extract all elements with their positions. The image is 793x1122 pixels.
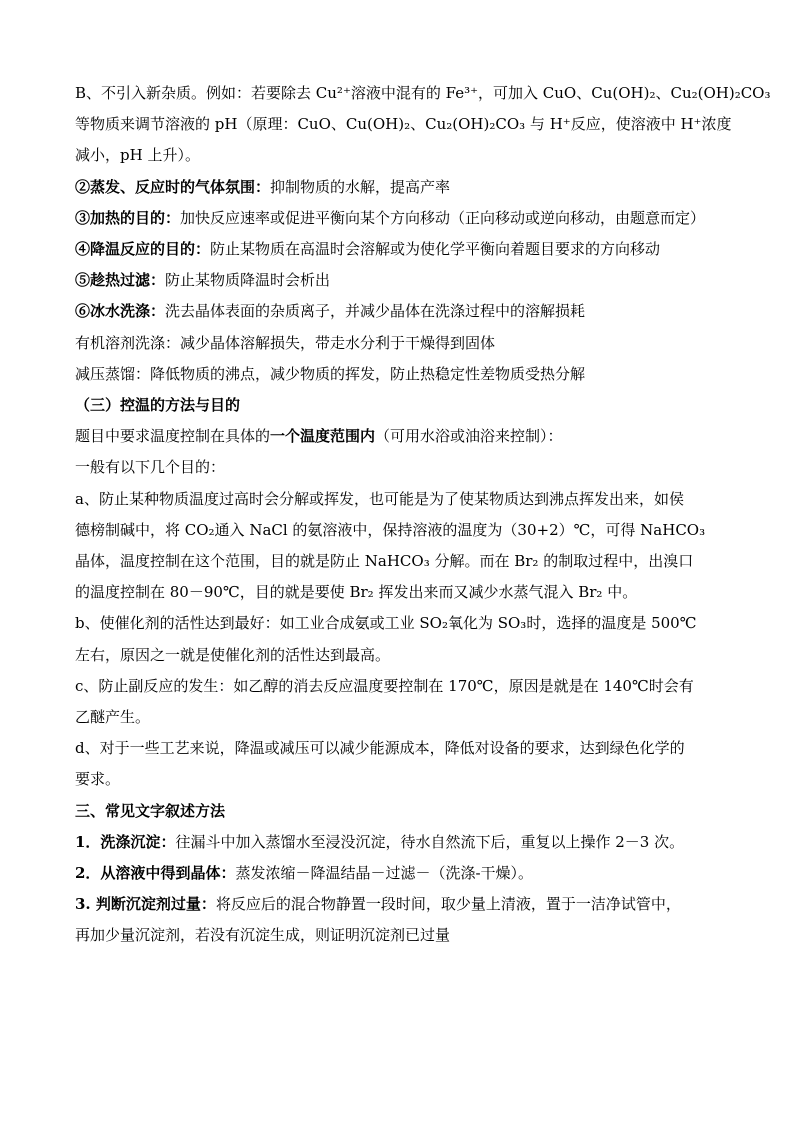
item-text: 防止某物质降温时会析出 — [165, 271, 331, 290]
para-c-line-2: 乙醚产生。 — [75, 708, 151, 727]
reduced-pressure-distillation: 减压蒸馏：降低物质的沸点，减少物质的挥发，防止热稳定性差物质受热分解 — [75, 364, 586, 383]
item-heading: ⑥冰水洗涤： — [75, 302, 166, 321]
para-c-line-1: c、防止副反应的发生：如乙醇的消去反应温度要控制在 170℃，原因是就是在 140℃时会有 — [75, 676, 694, 695]
method-judge-excess-line-1 — [75, 889, 720, 920]
document-page — [75, 78, 771, 952]
method-judge-excess-line-2: 再加少量沉淀剂，若没有沉淀生成，则证明沉淀剂已过量 — [75, 926, 451, 945]
intro-pre: 题目中要求温度控制在具体的 — [75, 427, 271, 446]
method-text: 蒸发浓缩－降温结晶－过滤－（洗涤-干燥）。 — [235, 864, 534, 883]
item-ice-water-wash — [75, 296, 720, 327]
para-a-line-1: a、防止某种物质温度过高时会分解或挥发，也可能是为了使某物质达到沸点挥发出来，如侯 — [75, 489, 684, 508]
item-text: 加快反应速率或促进平衡向某个方向移动（正向移动或逆向移动，由题意而定） — [180, 208, 706, 227]
item-heading: ②蒸发、反应时的气体氛围： — [75, 177, 271, 196]
section-title-temperature-control: （三）控温的方法与目的 — [75, 396, 241, 415]
section-heading-common-descriptions: 三、常见文字叙述方法 — [75, 801, 226, 820]
method-obtain-crystals — [75, 858, 720, 889]
purposes-intro: 一般有以下几个目的： — [75, 458, 226, 477]
item-text: 抑制物质的水解，提高产率 — [270, 177, 451, 196]
item-hot-filtration — [75, 265, 720, 296]
para-b2-line-2: 左右，原因之一就是使催化剂的活性达到最高。 — [75, 645, 391, 664]
para-b-line-2: 等物质来调节溶液的 pH（原理：CuO、Cu(OH)₂、Cu₂(OH)₂CO₃ 与 H⁺反应，使溶液中 H⁺浓度 — [75, 115, 732, 134]
para-a-line-4: 的温度控制在 80－90℃，目的就是要使 Br₂ 挥发出来而又减少水蒸气混入 Br₂ 中。 — [75, 583, 638, 602]
method-heading: 1．洗涤沉淀： — [75, 832, 176, 851]
para-b-line-3: 减小，pH 上升）。 — [75, 146, 200, 165]
item-text: 防止某物质在高温时会溶解或为使化学平衡向着题目要求的方向移动 — [210, 240, 661, 259]
para-d-line-2: 要求。 — [75, 770, 121, 789]
para-d-line-1: d、对于一些工艺来说，降温或减压可以减少能源成本，降低对设备的要求，达到绿色化学的 — [75, 739, 685, 758]
item-heading: ④降温反应的目的： — [75, 240, 211, 259]
method-heading: 3. 判断沉淀剂过量： — [75, 895, 216, 914]
para-b-line-1: B、不引入新杂质。例如：若要除去 Cu²⁺溶液中混有的 Fe³⁺，可加入 CuO、Cu(OH)₂、Cu₂(OH)₂CO₃ — [75, 84, 771, 102]
method-text: 往漏斗中加入蒸馏水至浸没沉淀，待水自然流下后，重复以上操作 2－3 次。 — [175, 832, 685, 851]
organic-solvent-wash: 有机溶剂洗涤：减少晶体溶解损失，带走水分利于干燥得到固体 — [75, 333, 496, 352]
item-text: 洗去晶体表面的杂质离子，并减少晶体在洗涤过程中的溶解损耗 — [165, 302, 586, 321]
intro-post: （可用水浴或油浴来控制）： — [375, 427, 563, 446]
item-heading: ③加热的目的： — [75, 208, 181, 227]
item-heading: ⑤趁热过滤： — [75, 271, 166, 290]
item-gas-atmosphere — [75, 172, 720, 203]
method-heading: 2．从溶液中得到晶体： — [75, 864, 236, 883]
item-heating-purpose — [75, 203, 720, 234]
temperature-intro — [75, 421, 720, 452]
para-a-line-3: 晶体，温度控制在这个范围，目的就是防止 NaHCO₃ 分解。而在 Br₂ 的制取过程中，出溴口 — [75, 552, 694, 571]
item-cooling-purpose — [75, 234, 720, 265]
intro-bold: 一个温度范围内 — [270, 427, 376, 446]
method-wash-precipitate — [75, 827, 720, 858]
method-text: 将反应后的混合物静置一段时间，取少量上清液，置于一洁净试管中， — [215, 895, 681, 914]
para-b2-line-1: b、使催化剂的活性达到最好：如工业合成氨或工业 SO₂氧化为 SO₃时，选择的温度是 500℃ — [75, 614, 697, 633]
para-a-line-2: 德榜制碱中，将 CO₂通入 NaCl 的氨溶液中，保持溶液的温度为（30+2）℃，可得 NaHCO₃ — [75, 520, 706, 539]
